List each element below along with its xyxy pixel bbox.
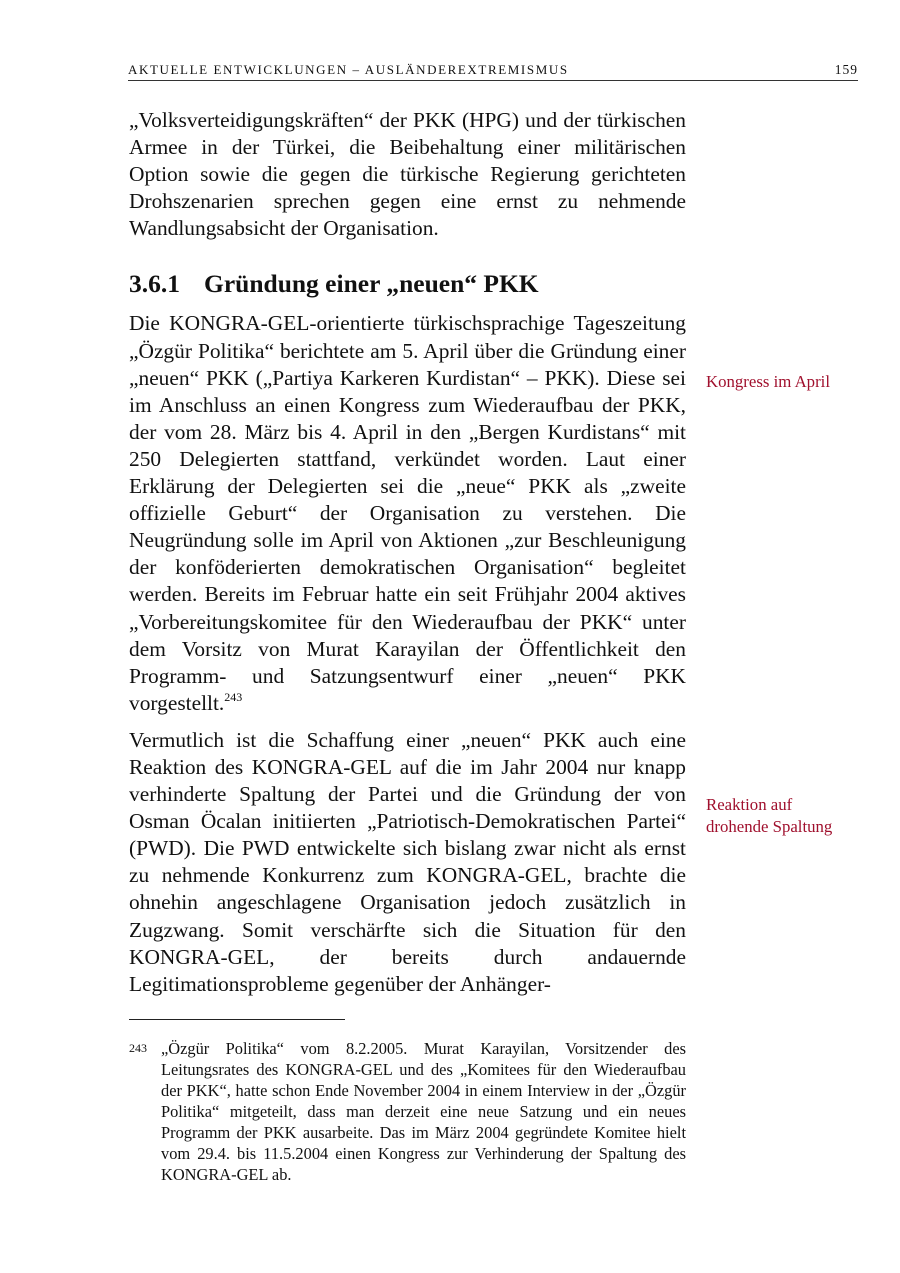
footnote-reference[interactable]: 243	[224, 689, 243, 704]
footnote-number: 243	[129, 1041, 147, 1055]
paragraph-founding	[129, 310, 686, 716]
footnote	[129, 1038, 686, 1185]
paragraph-founding-text: Die KONGRA-GEL-orientierte türkischsprachige Tageszeitung „Özgür Politika“ berichtete am 5. April über die Gründung einer „neuen“ PKK („Partiya Karkeren Kurdistan“ – PKK). Diese sei im Anschluss an einen Kongress zum Wiederaufbau der PKK, der vom 28. März bis 4. April in den „Bergen Kurdistans“ mit 250 Delegierten stattfand, verkündet worden. Laut einer Erklärung der Delegierten sei die „neue“ PKK als „zweite offizielle Geburt“ der Organisation zu verstehen. Die Neugründung solle im April von Aktionen „zur Beschleunigung der konföderierten demokratischen Organisation“ begleitet werden. Bereits im Februar hatte ein seit Frühjahr 2004 aktives „Vorbereitungskomitee für den Wiederaufbau der PKK“ unter dem Vorsitz von Murat Karayilan der Öffentlichkeit den Programm- und Satzungsentwurf einer „neuen“ PKK vorgestellt.	[129, 311, 686, 715]
margin-note-congress: Kongress im April	[706, 372, 830, 391]
paragraph-intro: „Volksverteidigungskräften“ der PKK (HPG) und der türkischen Armee in der Türkei, die Beibehaltung einer militärischen Option sowie die gegen die türkische Regierung gerichteten Drohszenarien sprechen gegen eine ernst zu nehmende Wandlungsabsicht der Organisation.	[129, 108, 686, 241]
section-heading	[129, 269, 686, 299]
section-number: 3.6.1	[129, 269, 180, 299]
running-title: AKTUELLE ENTWICKLUNGEN – AUSLÄNDEREXTREMISMUS	[128, 62, 569, 77]
running-head	[128, 62, 858, 81]
paragraph-reaction: Vermutlich ist die Schaffung einer „neuen“ PKK auch eine Reaktion des KONGRA-GEL auf die im Jahr 2004 nur knapp verhinderte Spaltung der Partei und die Gründung der von Osman Öcalan initiierten „Patriotisch-Demokratischen Partei“ (PWD). Die PWD entwickelte sich bislang zwar nicht als ernst zu nehmende Konkurrenz zum KONGRA-GEL, brachte die ohnehin angeschlagene Organisation jedoch zusätzlich in Zugzwang. Somit verschärfte sich die Situation für den KONGRA-GEL, der bereits durch andauernde Legitimationsprobleme gegenüber der Anhänger-	[129, 727, 686, 996]
section-title: Gründung einer „neuen“ PKK	[204, 269, 539, 299]
main-text	[129, 107, 686, 998]
margin-note-split-line1: Reaktion auf	[706, 795, 793, 814]
footnote-divider	[129, 1019, 345, 1020]
margin-note-split-line2: drohende Spaltung	[706, 817, 833, 836]
page-number: 159	[834, 62, 858, 77]
margin-note-split	[706, 794, 856, 838]
footnote-text: „Özgür Politika“ vom 8.2.2005. Murat Karayilan, Vorsitzender des Leitungsrates des KONGRA-GEL und des „Komitees für den Wiederaufbau der PKK“, hatte schon Ende November 2004 in einem Interview in der „Özgür Politika“ mitgeteilt, dass man derzeit eine neue Satzung und ein neues Programm der PKK ausarbeite. Das im März 2004 gegründete Komitee hielt vom 29.4. bis 11.5.2004 einen Kongress zur Verhinderung der Spaltung des KONGRA-GEL ab.	[161, 1039, 686, 1184]
